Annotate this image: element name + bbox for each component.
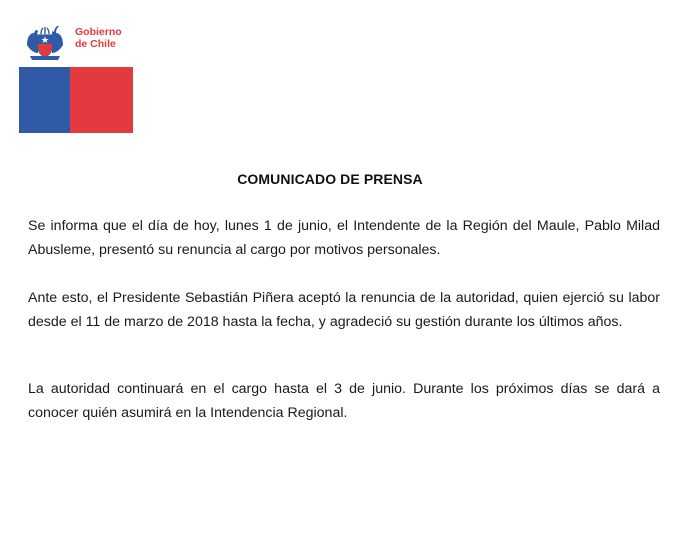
logo-wordmark: Gobierno de Chile <box>75 26 122 50</box>
press-release-heading: COMUNICADO DE PRENSA <box>237 171 423 187</box>
paragraph-2: Ante esto, el Presidente Sebastián Piñera aceptó la renuncia de la autoridad, quien ejerció su labor desde el 11 de marzo de 2018 hasta la fecha, y agradeció su gestión durante los últimos años. <box>28 290 660 330</box>
paragraph-3: La autoridad continuará en el cargo hasta el 3 de junio. Durante los próximos días se dará a conocer quién asumirá en la Intendencia Regional. <box>28 381 660 421</box>
gobierno-de-chile-logo <box>19 19 133 133</box>
paragraph-1: Se informa que el día de hoy, lunes 1 de junio, el Intendente de la Región del Maule, Pablo Milad Abusleme, presentó su renuncia al cargo por motivos personales. <box>28 218 660 258</box>
coat-of-arms-icon <box>23 23 67 63</box>
